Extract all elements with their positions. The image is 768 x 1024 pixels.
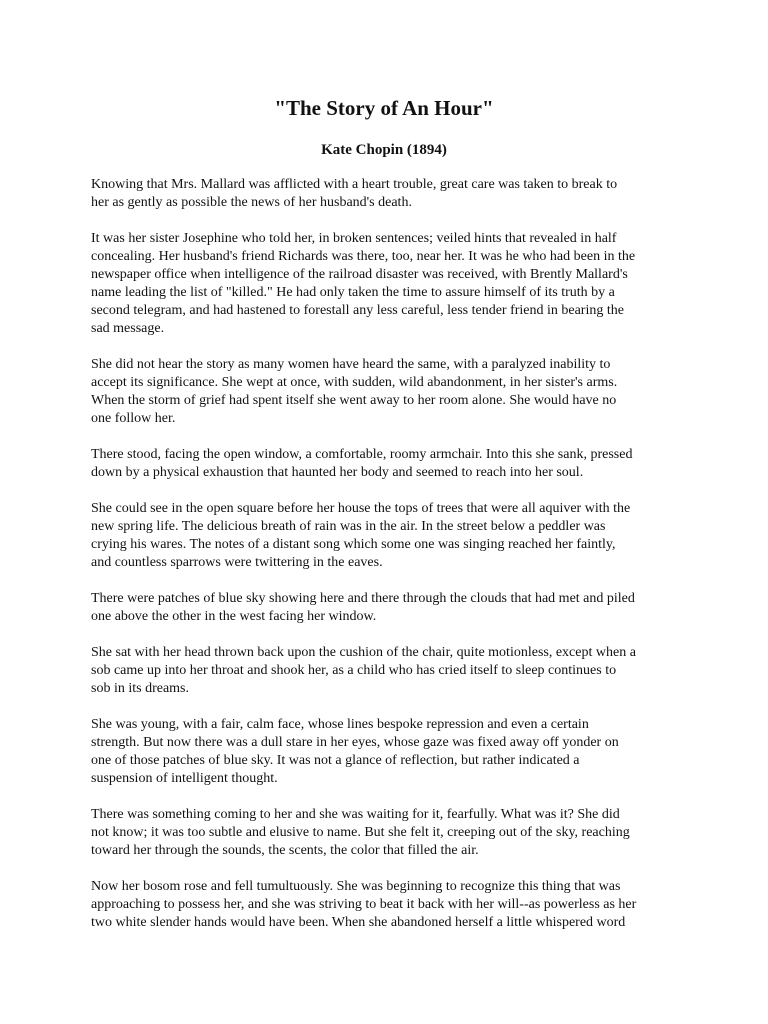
paragraph-line: She did not hear the story as many women have heard the same, with a paralyzed inability to — [91, 357, 611, 372]
paragraph — [91, 806, 683, 860]
paragraph-line: suspension of intelligent thought. — [91, 771, 278, 786]
paragraph-line: When the storm of grief had spent itself she went away to her room alone. She would have no — [91, 393, 617, 408]
paragraph-line: down by a physical exhaustion that haunted her body and seemed to reach into her soul. — [91, 465, 584, 480]
paragraph-line: accept its significance. She wept at once, with sudden, wild abandonment, in her sister's arms. — [91, 375, 618, 390]
paragraph-line: There was something coming to her and she was waiting for it, fearfully. What was it? She did — [91, 807, 620, 822]
paragraph-line: crying his wares. The notes of a distant song which some one was singing reached her faintly, — [91, 537, 616, 552]
document-title: "The Story of An Hour" — [274, 96, 494, 120]
paragraph — [91, 356, 683, 428]
paragraph-line: concealing. Her husband's friend Richards was there, too, near her. It was he who had been in the — [91, 249, 636, 264]
paragraph-line: toward her through the sounds, the scents, the color that filled the air. — [91, 843, 479, 858]
paragraph-line: name leading the list of "killed." He had only taken the time to assure himself of its truth by a — [91, 285, 615, 300]
paragraph-line: She could see in the open square before her house the tops of trees that were all aquiver with the — [91, 501, 631, 516]
document-body — [91, 176, 683, 950]
paragraph-line: It was her sister Josephine who told her, in broken sentences; veiled hints that revealed in half — [91, 231, 617, 246]
paragraph-line: She was young, with a fair, calm face, whose lines bespoke repression and even a certain — [91, 717, 589, 732]
paragraph — [91, 230, 683, 338]
paragraph-line: newspaper office when intelligence of the railroad disaster was received, with Brently Mallard's — [91, 267, 628, 282]
paragraph-line: and countless sparrows were twittering in the eaves. — [91, 555, 383, 570]
paragraph-line: sob came up into her throat and shook her, as a child who has cried itself to sleep continues to — [91, 663, 617, 678]
paragraph — [91, 446, 683, 482]
paragraph-line: Now her bosom rose and fell tumultuously. She was beginning to recognize this thing that was — [91, 879, 621, 894]
paragraph — [91, 500, 683, 572]
paragraph-line: her as gently as possible the news of her husband's death. — [91, 195, 412, 210]
paragraph — [91, 590, 683, 626]
paragraph — [91, 716, 683, 788]
paragraph-line: There were patches of blue sky showing here and there through the clouds that had met and piled — [91, 591, 635, 606]
paragraph-line: sad message. — [91, 321, 165, 336]
paragraph-line: one above the other in the west facing her window. — [91, 609, 377, 624]
paragraph-line: sob in its dreams. — [91, 681, 189, 696]
paragraph — [91, 644, 683, 698]
paragraph-line: approaching to possess her, and she was striving to beat it back with her will--as powerless as her — [91, 897, 637, 912]
paragraph-line: Knowing that Mrs. Mallard was afflicted with a heart trouble, great care was taken to break to — [91, 177, 618, 192]
paragraph — [91, 878, 683, 932]
paragraph-line: There stood, facing the open window, a comfortable, roomy armchair. Into this she sank, pressed — [91, 447, 633, 462]
paragraph-line: second telegram, and had hastened to forestall any less careful, less tender friend in bearing the — [91, 303, 624, 318]
paragraph-line: one of those patches of blue sky. It was not a glance of reflection, but rather indicated a — [91, 753, 580, 768]
paragraph — [91, 176, 683, 212]
paragraph-line: strength. But now there was a dull stare in her eyes, whose gaze was fixed away off yonder on — [91, 735, 619, 750]
paragraph-line: She sat with her head thrown back upon the cushion of the chair, quite motionless, except when a — [91, 645, 636, 660]
paragraph-line: new spring life. The delicious breath of rain was in the air. In the street below a peddler was — [91, 519, 606, 534]
paragraph-line: two white slender hands would have been. When she abandoned herself a little whispered word — [91, 915, 626, 930]
paragraph-line: not know; it was too subtle and elusive to name. But she felt it, creeping out of the sky, reaching — [91, 825, 630, 840]
paragraph-line: one follow her. — [91, 411, 176, 426]
document-author: Kate Chopin (1894) — [321, 142, 447, 158]
